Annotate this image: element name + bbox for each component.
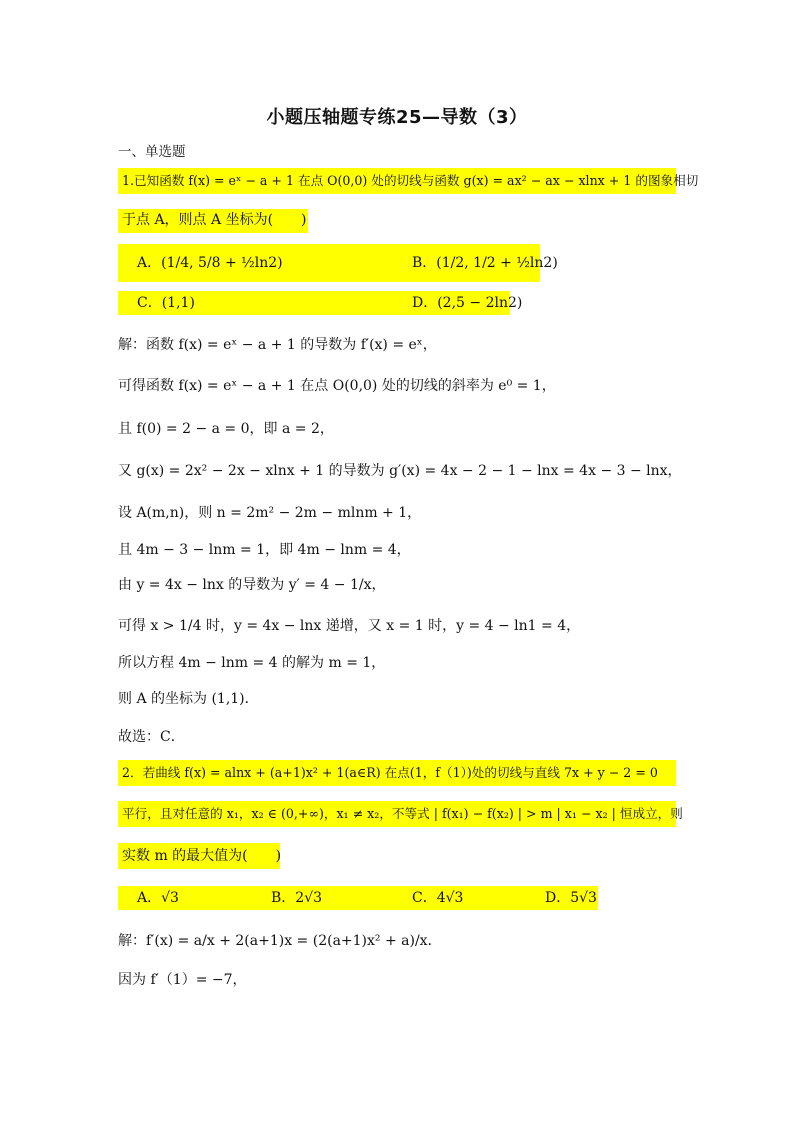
solution-1-line-4: 又 g(x) = 2x² − 2x − xlnx + 1 的导数为 g′(x) = 4x − 2 − 1 − lnx = 4x − 3 − lnx， [118, 463, 682, 479]
solution-1-line-11: 故选：C． [118, 729, 185, 745]
solution-2-line-2: 因为 f′（1）= −7， [118, 972, 247, 988]
solution-1-line-1: 解：函数 f(x) = eˣ − a + 1 的导数为 f′(x) = eˣ， [118, 337, 437, 353]
question-2-option-d: D．5√3 [545, 890, 597, 906]
section-heading: 一、单选题 [118, 144, 186, 160]
question-1-option-b: B．(1/2, 1/2 + ½ln2) [412, 255, 558, 271]
solution-1-line-8: 可得 x > 1/4 时，y = 4x − lnx 递增，又 x = 1 时，y = 4 − ln1 = 4， [118, 618, 581, 634]
question-2-option-b: B．2√3 [271, 890, 323, 906]
solution-1-line-9: 所以方程 4m − lnm = 4 的解为 m = 1， [118, 655, 386, 671]
question-1-option-d: D．(2,5 − 2ln2) [412, 295, 523, 311]
solution-1-line-7: 由 y = 4x − lnx 的导数为 y′ = 4 − 1/x， [118, 577, 386, 593]
question-2-option-c: C．4√3 [412, 890, 464, 906]
question-1-option-c: C．(1,1) [137, 295, 195, 311]
question-2-stem-line-2: 平行，且对任意的 x₁，x₂ ∈ (0,+∞)，x₁ ≠ x₂，不等式 | f(x₁) − f(x₂) | > m | x₁ − x₂ | 恒成立，则 [118, 801, 676, 827]
solution-1-line-3: 且 f(0) = 2 − a = 0，即 a = 2， [118, 421, 334, 437]
question-1-stem-line-2: 于点 A，则点 A 坐标为( ) [118, 209, 308, 233]
question-2-stem-line-1: 2．若曲线 f(x) = alnx + (a+1)x² + 1(a∈R) 在点(1，f（1）)处的切线与直线 7x + y − 2 = 0 [118, 760, 676, 786]
question-1-option-a: A．(1/4, 5/8 + ½ln2) [137, 255, 283, 271]
solution-1-line-2: 可得函数 f(x) = eˣ − a + 1 在点 O(0,0) 处的切线的斜率为 e⁰ = 1， [118, 378, 556, 394]
question-2-option-a: A．√3 [137, 890, 179, 906]
solution-1-line-6: 且 4m − 3 − lnm = 1，即 4m − lnm = 4， [118, 542, 411, 558]
question-1-stem-line-1: 1.已知函数 f(x) = eˣ − a + 1 在点 O(0,0) 处的切线与函数 g(x) = ax² − ax − xlnx + 1 的图象相切 [118, 168, 676, 194]
page-title: 小题压轴题专练25—导数（3） [266, 107, 528, 128]
solution-1-line-5: 设 A(m,n)，则 n = 2m² − 2m − mlnm + 1， [118, 505, 422, 521]
solution-1-line-10: 则 A 的坐标为 (1,1)． [118, 691, 259, 707]
solution-2-line-1: 解：f′(x) = a/x + 2(a+1)x = (2(a+1)x² + a)/x． [118, 933, 442, 949]
question-2-options-row [118, 886, 598, 910]
question-2-stem-line-3: 实数 m 的最大值为( ) [118, 843, 280, 869]
